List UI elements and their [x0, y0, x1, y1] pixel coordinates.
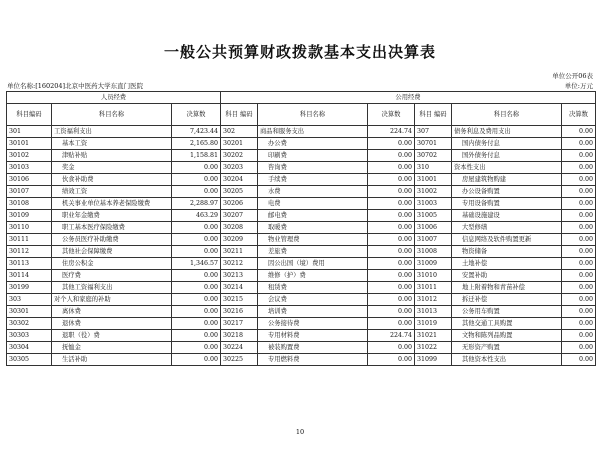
amount-cell: 0.00	[562, 138, 596, 150]
code-cell: 303	[7, 294, 52, 306]
name-cell: 信息网络及软件购置更新	[452, 234, 562, 246]
table-row	[7, 162, 596, 174]
name-cell: 公务用车购置	[452, 306, 562, 318]
name-cell: 抚恤金	[52, 342, 172, 354]
name-cell: 维修（护）费	[258, 270, 368, 282]
name-cell: 咨询费	[258, 162, 368, 174]
name-cell: 伙食补助费	[52, 174, 172, 186]
amount-cell: 2,165.80	[172, 138, 221, 150]
amount-cell: 0.00	[562, 198, 596, 210]
name-cell: 机关事业单位基本养老保险缴费	[52, 198, 172, 210]
amount-cell: 0.00	[562, 354, 596, 366]
name-cell: 基本工资	[52, 138, 172, 150]
name-cell: 地上附着物和青苗补偿	[452, 282, 562, 294]
code-cell: 31011	[415, 282, 452, 294]
amount-cell: 0.00	[368, 138, 415, 150]
name-cell: 租赁费	[258, 282, 368, 294]
name-cell: 职业年金缴费	[52, 210, 172, 222]
name-cell: 住房公积金	[52, 258, 172, 270]
code-cell: 30201	[221, 138, 258, 150]
name-cell: 物资储备	[452, 246, 562, 258]
code-cell: 31012	[415, 294, 452, 306]
code-cell: 30225	[221, 354, 258, 366]
amount-cell: 1,346.57	[172, 258, 221, 270]
code-cell: 31006	[415, 222, 452, 234]
code-cell: 30301	[7, 306, 52, 318]
code-cell: 30109	[7, 210, 52, 222]
code-cell: 30113	[7, 258, 52, 270]
name-cell: 培训费	[258, 306, 368, 318]
col-name: 科目名称	[52, 104, 172, 126]
code-cell: 30303	[7, 330, 52, 342]
code-cell: 31008	[415, 246, 452, 258]
code-cell: 30202	[221, 150, 258, 162]
name-cell: 专用燃料费	[258, 354, 368, 366]
amount-cell: 0.00	[172, 294, 221, 306]
name-cell: 职工基本医疗保险缴费	[52, 222, 172, 234]
table-row	[7, 282, 596, 294]
name-cell: 土地补偿	[452, 258, 562, 270]
amount-cell: 0.00	[562, 258, 596, 270]
code-cell: 30108	[7, 198, 52, 210]
code-cell: 30208	[221, 222, 258, 234]
code-cell: 31013	[415, 306, 452, 318]
amount-cell: 224.74	[368, 126, 415, 138]
name-cell: 大型修缮	[452, 222, 562, 234]
amount-cell: 0.00	[562, 306, 596, 318]
code-cell: 31007	[415, 234, 452, 246]
code-cell: 30103	[7, 162, 52, 174]
name-cell: 生活补助	[52, 354, 172, 366]
code-cell: 310	[415, 162, 452, 174]
amount-cell: 0.00	[172, 246, 221, 258]
col-code: 科目 编码	[221, 104, 258, 126]
amount-cell: 0.00	[172, 222, 221, 234]
amount-cell: 0.00	[562, 318, 596, 330]
amount-cell: 0.00	[562, 150, 596, 162]
name-cell: 绩效工资	[52, 186, 172, 198]
code-cell: 301	[7, 126, 52, 138]
table-row	[7, 198, 596, 210]
amount-cell: 0.00	[172, 354, 221, 366]
code-cell: 30302	[7, 318, 52, 330]
name-cell: 差旅费	[258, 246, 368, 258]
name-cell: 被装购置费	[258, 342, 368, 354]
name-cell: 国内债务付息	[452, 138, 562, 150]
amount-cell: 0.00	[172, 330, 221, 342]
amount-cell: 0.00	[368, 318, 415, 330]
amount-cell: 0.00	[172, 342, 221, 354]
table-row	[7, 342, 596, 354]
name-cell: 水费	[258, 186, 368, 198]
code-cell: 31021	[415, 330, 452, 342]
amount-cell: 0.00	[172, 234, 221, 246]
public-header: 公用经费	[221, 92, 596, 104]
amount-cell: 7,423.44	[172, 126, 221, 138]
table-row	[7, 150, 596, 162]
amount-cell: 0.00	[368, 270, 415, 282]
code-cell: 302	[221, 126, 258, 138]
amount-cell: 0.00	[368, 306, 415, 318]
name-cell: 商品和服务支出	[258, 126, 368, 138]
name-cell: 其他资本性支出	[452, 354, 562, 366]
table-row	[7, 138, 596, 150]
amount-cell: 0.00	[368, 246, 415, 258]
name-cell: 取暖费	[258, 222, 368, 234]
amount-cell: 0.00	[172, 162, 221, 174]
col-amount: 决算数	[172, 104, 221, 126]
name-cell: 基础设施建设	[452, 210, 562, 222]
code-cell: 30214	[221, 282, 258, 294]
name-cell: 工资福利支出	[52, 126, 172, 138]
amount-cell: 0.00	[562, 210, 596, 222]
code-cell: 30102	[7, 150, 52, 162]
name-cell: 房屋建筑物购建	[452, 174, 562, 186]
amount-cell: 224.74	[368, 330, 415, 342]
amount-cell: 0.00	[172, 270, 221, 282]
name-cell: 邮电费	[258, 210, 368, 222]
amount-cell: 0.00	[562, 246, 596, 258]
table-row	[7, 270, 596, 282]
name-cell: 无形资产购置	[452, 342, 562, 354]
name-cell: 文物和陈列品购置	[452, 330, 562, 342]
name-cell: 奖金	[52, 162, 172, 174]
amount-cell: 0.00	[368, 198, 415, 210]
code-cell: 31009	[415, 258, 452, 270]
code-cell: 30304	[7, 342, 52, 354]
code-cell: 31022	[415, 342, 452, 354]
amount-cell: 0.00	[562, 294, 596, 306]
code-cell: 30702	[415, 150, 452, 162]
code-cell: 30110	[7, 222, 52, 234]
amount-cell: 0.00	[562, 162, 596, 174]
table-row	[7, 234, 596, 246]
code-cell: 30101	[7, 138, 52, 150]
amount-cell: 0.00	[368, 174, 415, 186]
name-cell: 公务接待费	[258, 318, 368, 330]
amount-cell: 0.00	[368, 354, 415, 366]
expenditure-table	[6, 91, 596, 366]
amount-cell: 0.00	[368, 342, 415, 354]
code-cell: 30212	[221, 258, 258, 270]
code-cell: 31002	[415, 186, 452, 198]
name-cell: 退职（役）费	[52, 330, 172, 342]
name-cell: 办公设备购置	[452, 186, 562, 198]
name-cell: 安置补助	[452, 270, 562, 282]
amount-cell: 0.00	[562, 342, 596, 354]
col-code: 科目 编码	[415, 104, 452, 126]
amount-cell: 0.00	[562, 174, 596, 186]
table-row	[7, 354, 596, 366]
amount-cell: 0.00	[368, 162, 415, 174]
code-cell: 31010	[415, 270, 452, 282]
code-cell: 30107	[7, 186, 52, 198]
table-row	[7, 306, 596, 318]
page-number: 10	[295, 428, 305, 436]
name-cell: 退休费	[52, 318, 172, 330]
amount-cell: 0.00	[562, 186, 596, 198]
name-cell: 国外债务付息	[452, 150, 562, 162]
amount-cell: 0.00	[562, 282, 596, 294]
name-cell: 对个人和家庭的补助	[52, 294, 172, 306]
form-code: 单位公开06表	[552, 72, 593, 80]
col-amount: 决算数	[368, 104, 415, 126]
amount-cell: 0.00	[368, 282, 415, 294]
name-cell: 其他工资福利支出	[52, 282, 172, 294]
amount-cell: 0.00	[172, 306, 221, 318]
table-row	[7, 126, 596, 138]
name-cell: 专用设备购置	[452, 198, 562, 210]
code-cell: 30217	[221, 318, 258, 330]
amount-cell: 0.00	[172, 318, 221, 330]
code-cell: 30218	[221, 330, 258, 342]
table-row	[7, 174, 596, 186]
code-cell: 30224	[221, 342, 258, 354]
table-row	[7, 246, 596, 258]
amount-cell: 0.00	[368, 222, 415, 234]
personnel-header: 人员经费	[7, 92, 221, 104]
name-cell: 拆迁补偿	[452, 294, 562, 306]
code-cell: 31005	[415, 210, 452, 222]
code-cell: 30114	[7, 270, 52, 282]
code-cell: 30213	[221, 270, 258, 282]
amount-cell: 0.00	[368, 210, 415, 222]
code-cell: 31003	[415, 198, 452, 210]
code-cell: 31019	[415, 318, 452, 330]
code-cell: 30209	[221, 234, 258, 246]
table-row	[7, 330, 596, 342]
name-cell: 办公费	[258, 138, 368, 150]
code-cell: 30112	[7, 246, 52, 258]
name-cell: 因公出国（境）费用	[258, 258, 368, 270]
amount-cell: 0.00	[562, 126, 596, 138]
code-cell: 30106	[7, 174, 52, 186]
name-cell: 津贴补贴	[52, 150, 172, 162]
name-cell: 债务利息及费用支出	[452, 126, 562, 138]
code-cell: 30305	[7, 354, 52, 366]
col-name: 科目名称	[452, 104, 562, 126]
code-cell: 30207	[221, 210, 258, 222]
amount-cell: 0.00	[172, 282, 221, 294]
code-cell: 30211	[221, 246, 258, 258]
col-code: 科目编码	[7, 104, 52, 126]
code-cell: 30199	[7, 282, 52, 294]
table-row	[7, 210, 596, 222]
table-row	[7, 186, 596, 198]
amount-cell: 0.00	[562, 330, 596, 342]
currency-unit: 单位:万元	[564, 82, 593, 90]
amount-cell: 0.00	[368, 234, 415, 246]
col-amount: 决算数	[562, 104, 596, 126]
code-cell: 31099	[415, 354, 452, 366]
code-cell: 30206	[221, 198, 258, 210]
code-cell: 30204	[221, 174, 258, 186]
code-cell: 30111	[7, 234, 52, 246]
amount-cell: 0.00	[172, 174, 221, 186]
code-cell: 31001	[415, 174, 452, 186]
name-cell: 其他社会保障缴费	[52, 246, 172, 258]
amount-cell: 0.00	[368, 294, 415, 306]
amount-cell: 0.00	[562, 270, 596, 282]
name-cell: 公务员医疗补助缴费	[52, 234, 172, 246]
name-cell: 专用材料费	[258, 330, 368, 342]
code-cell: 30216	[221, 306, 258, 318]
page-title: 一般公共预算财政拨款基本支出决算表	[163, 43, 436, 61]
name-cell: 资本性支出	[452, 162, 562, 174]
amount-cell: 0.00	[562, 234, 596, 246]
amount-cell: 0.00	[368, 186, 415, 198]
name-cell: 电费	[258, 198, 368, 210]
code-cell: 30701	[415, 138, 452, 150]
table-row	[7, 222, 596, 234]
amount-cell: 1,158.81	[172, 150, 221, 162]
amount-cell: 463.29	[172, 210, 221, 222]
table-row	[7, 318, 596, 330]
name-cell: 手续费	[258, 174, 368, 186]
code-cell: 30205	[221, 186, 258, 198]
col-name: 科目名称	[258, 104, 368, 126]
amount-cell: 0.00	[562, 222, 596, 234]
name-cell: 印刷费	[258, 150, 368, 162]
code-cell: 307	[415, 126, 452, 138]
table-row	[7, 258, 596, 270]
code-cell: 30215	[221, 294, 258, 306]
amount-cell: 2,288.97	[172, 198, 221, 210]
name-cell: 其他交通工具购置	[452, 318, 562, 330]
name-cell: 会议费	[258, 294, 368, 306]
name-cell: 物业管理费	[258, 234, 368, 246]
name-cell: 医疗费	[52, 270, 172, 282]
name-cell: 离休费	[52, 306, 172, 318]
amount-cell: 0.00	[368, 258, 415, 270]
code-cell: 30203	[221, 162, 258, 174]
unit-name: 单位名称:[160204]北京中医药大学东直门医院	[7, 82, 144, 90]
amount-cell: 0.00	[172, 186, 221, 198]
table-row	[7, 294, 596, 306]
amount-cell: 0.00	[368, 150, 415, 162]
